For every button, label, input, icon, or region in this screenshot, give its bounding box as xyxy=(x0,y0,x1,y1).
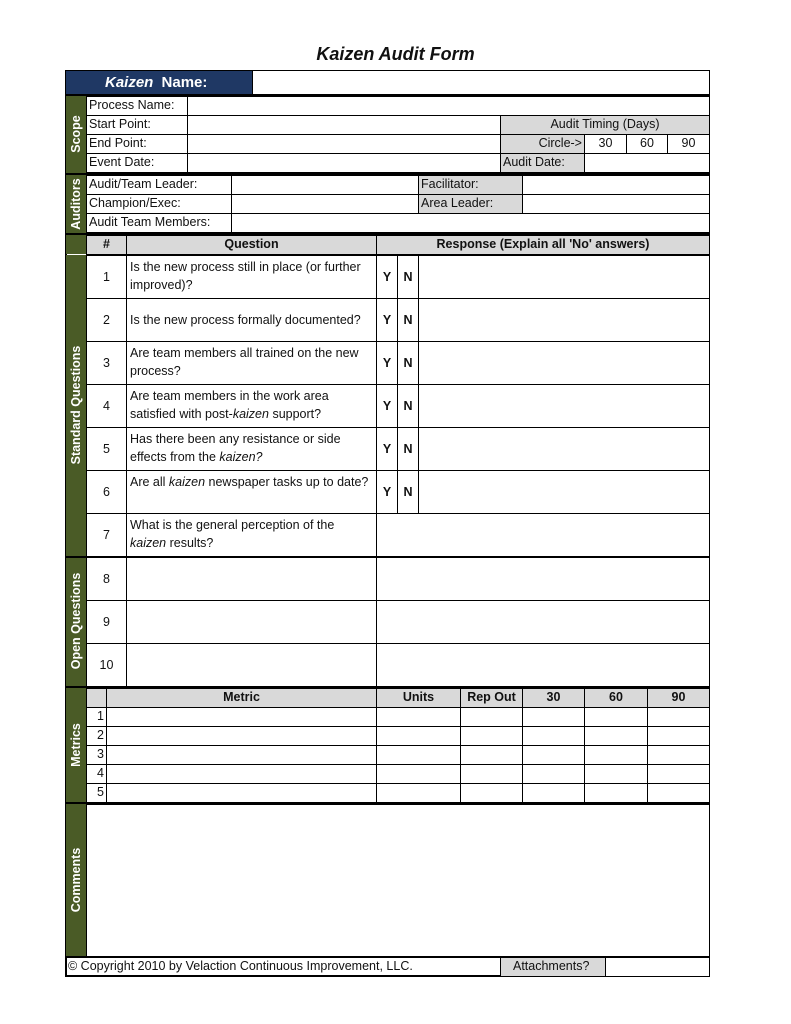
metric-row-number: 3 xyxy=(86,745,107,765)
question-number: 4 xyxy=(86,384,127,428)
copyright-text: © Copyright 2010 by Velaction Continuous Improvement, LLC. xyxy=(68,959,413,973)
day-60-field[interactable] xyxy=(584,745,648,765)
standard-questions-label: Standard Questions xyxy=(69,345,83,465)
metric-field[interactable] xyxy=(106,707,377,727)
response-field[interactable] xyxy=(418,341,710,385)
name-bar-label xyxy=(105,74,207,91)
rep-out-field[interactable] xyxy=(460,783,523,803)
question-number: 7 xyxy=(86,513,127,557)
response-header: Response (Explain all 'No' answers) xyxy=(376,235,710,255)
question-text: Are all kaizen newspaper tasks up to date? xyxy=(126,470,377,514)
open-response-field[interactable] xyxy=(376,643,710,687)
no-option[interactable]: N xyxy=(397,384,419,428)
comments-field[interactable] xyxy=(86,804,710,957)
question-header: Question xyxy=(126,235,377,255)
day-90-field[interactable] xyxy=(647,707,710,727)
day-60-option[interactable]: 60 xyxy=(626,134,668,154)
open-response-field[interactable] xyxy=(376,600,710,644)
facilitator-label: Facilitator: xyxy=(418,175,523,195)
champion-label: Champion/Exec: xyxy=(86,194,232,214)
question-number: 2 xyxy=(86,298,127,342)
comments-sidebar xyxy=(66,804,86,956)
response-field[interactable] xyxy=(418,427,710,471)
metric-num-header xyxy=(86,688,107,708)
auditors-label: Auditors xyxy=(69,178,83,230)
metric-row-number: 2 xyxy=(86,726,107,746)
open-question-number: 10 xyxy=(86,643,127,687)
metric-row-number: 5 xyxy=(86,783,107,803)
rep-out-field[interactable] xyxy=(460,745,523,765)
metrics-label: Metrics xyxy=(69,723,83,767)
units-field[interactable] xyxy=(376,707,461,727)
question-number: 1 xyxy=(86,255,127,299)
yes-option[interactable]: Y xyxy=(376,427,398,471)
champion-field[interactable] xyxy=(231,194,419,214)
header-sidebar xyxy=(66,235,86,254)
process-name-label: Process Name: xyxy=(86,96,188,116)
yes-option[interactable]: Y xyxy=(376,384,398,428)
metric-field[interactable] xyxy=(106,783,377,803)
day-90-field[interactable] xyxy=(647,745,710,765)
day-60-field[interactable] xyxy=(584,783,648,803)
standard-questions-sidebar xyxy=(66,255,86,556)
yes-option[interactable]: Y xyxy=(376,255,398,299)
units-field[interactable] xyxy=(376,764,461,784)
yes-option[interactable]: Y xyxy=(376,298,398,342)
response-field[interactable] xyxy=(376,513,710,557)
question-text: Are team members in the work area satisfied with post-kaizen support? xyxy=(126,384,377,428)
day-30-field[interactable] xyxy=(522,726,585,746)
rep-out-field[interactable] xyxy=(460,726,523,746)
event-date-label: Event Date: xyxy=(86,153,188,173)
question-number: 6 xyxy=(86,470,127,514)
team-leader-field[interactable] xyxy=(231,175,419,195)
rep-out-field[interactable] xyxy=(460,764,523,784)
open-questions-label: Open Questions xyxy=(69,572,83,670)
question-text: Are team members all trained on the new process? xyxy=(126,341,377,385)
response-field[interactable] xyxy=(418,255,710,299)
rep-out-field[interactable] xyxy=(460,707,523,727)
rep-out-header: Rep Out xyxy=(460,688,523,708)
response-field[interactable] xyxy=(418,470,710,514)
no-option[interactable]: N xyxy=(397,341,419,385)
open-question-field[interactable] xyxy=(126,557,377,601)
start-point-label: Start Point: xyxy=(86,115,188,135)
event-date-field[interactable] xyxy=(187,153,501,173)
question-text: Is the new process still in place (or further improved)? xyxy=(126,255,377,299)
team-members-field[interactable] xyxy=(231,213,710,233)
open-question-number: 9 xyxy=(86,600,127,644)
day-30-option[interactable]: 30 xyxy=(584,134,627,154)
units-field[interactable] xyxy=(376,745,461,765)
metric-field[interactable] xyxy=(106,726,377,746)
process-name-field[interactable] xyxy=(187,96,710,116)
scope-label: Scope xyxy=(69,115,83,153)
metric-row-number: 4 xyxy=(86,764,107,784)
open-questions-sidebar xyxy=(66,557,86,686)
day-30-field[interactable] xyxy=(522,783,585,803)
area-leader-label: Area Leader: xyxy=(418,194,523,214)
page-title: Kaizen Audit Form xyxy=(316,44,475,64)
no-option[interactable]: N xyxy=(397,470,419,514)
auditors-sidebar xyxy=(66,175,86,233)
question-number: 3 xyxy=(86,341,127,385)
start-point-field[interactable] xyxy=(187,115,501,135)
day-30-field[interactable] xyxy=(522,745,585,765)
day-60-field[interactable] xyxy=(584,726,648,746)
end-point-field[interactable] xyxy=(187,134,501,154)
yes-option[interactable]: Y xyxy=(376,470,398,514)
response-field[interactable] xyxy=(418,298,710,342)
kaizen-label: Kaizen xyxy=(105,74,154,91)
metric-field[interactable] xyxy=(106,764,377,784)
question-text: Is the new process formally documented? xyxy=(126,298,377,342)
question-number: 5 xyxy=(86,427,127,471)
team-members-label: Audit Team Members: xyxy=(86,213,232,233)
day-30-field[interactable] xyxy=(522,764,585,784)
day-30-header: 30 xyxy=(522,688,585,708)
open-question-number: 8 xyxy=(86,557,127,601)
comments-label: Comments xyxy=(69,847,83,913)
day-90-field[interactable] xyxy=(647,783,710,803)
day-90-option[interactable]: 90 xyxy=(667,134,710,154)
day-90-field[interactable] xyxy=(647,764,710,784)
attachments-field[interactable] xyxy=(605,957,710,977)
units-header: Units xyxy=(376,688,461,708)
open-question-field[interactable] xyxy=(126,600,377,644)
day-90-header: 90 xyxy=(647,688,710,708)
circle-label: Circle-> xyxy=(500,134,585,154)
day-60-field[interactable] xyxy=(584,707,648,727)
team-leader-label: Audit/Team Leader: xyxy=(86,175,232,195)
question-text: What is the general perception of the kaizen results? xyxy=(126,513,377,557)
open-response-field[interactable] xyxy=(376,557,710,601)
no-option[interactable]: N xyxy=(397,427,419,471)
units-field[interactable] xyxy=(376,783,461,803)
audit-timing-label: Audit Timing (Days) xyxy=(500,115,710,135)
open-question-field[interactable] xyxy=(126,643,377,687)
units-field[interactable] xyxy=(376,726,461,746)
num-header: # xyxy=(86,235,127,255)
facilitator-field[interactable] xyxy=(522,175,710,195)
day-60-header: 60 xyxy=(584,688,648,708)
name-label: Name: xyxy=(161,74,208,91)
audit-date-label: Audit Date: xyxy=(500,153,585,173)
question-text: Has there been any resistance or side effects from the kaizen? xyxy=(126,427,377,471)
metric-row-number: 1 xyxy=(86,707,107,727)
name-field[interactable] xyxy=(252,71,709,95)
no-option[interactable]: N xyxy=(397,298,419,342)
day-90-field[interactable] xyxy=(647,726,710,746)
metric-field[interactable] xyxy=(106,745,377,765)
no-option[interactable]: N xyxy=(397,255,419,299)
day-30-field[interactable] xyxy=(522,707,585,727)
day-60-field[interactable] xyxy=(584,764,648,784)
metric-header: Metric xyxy=(106,688,377,708)
attachments-label: Attachments? xyxy=(500,957,606,977)
yes-option[interactable]: Y xyxy=(376,341,398,385)
area-leader-field[interactable] xyxy=(522,194,710,214)
scope-sidebar xyxy=(66,96,86,173)
end-point-label: End Point: xyxy=(86,134,188,154)
audit-date-field[interactable] xyxy=(584,153,710,173)
metrics-sidebar xyxy=(66,688,86,802)
response-field[interactable] xyxy=(418,384,710,428)
